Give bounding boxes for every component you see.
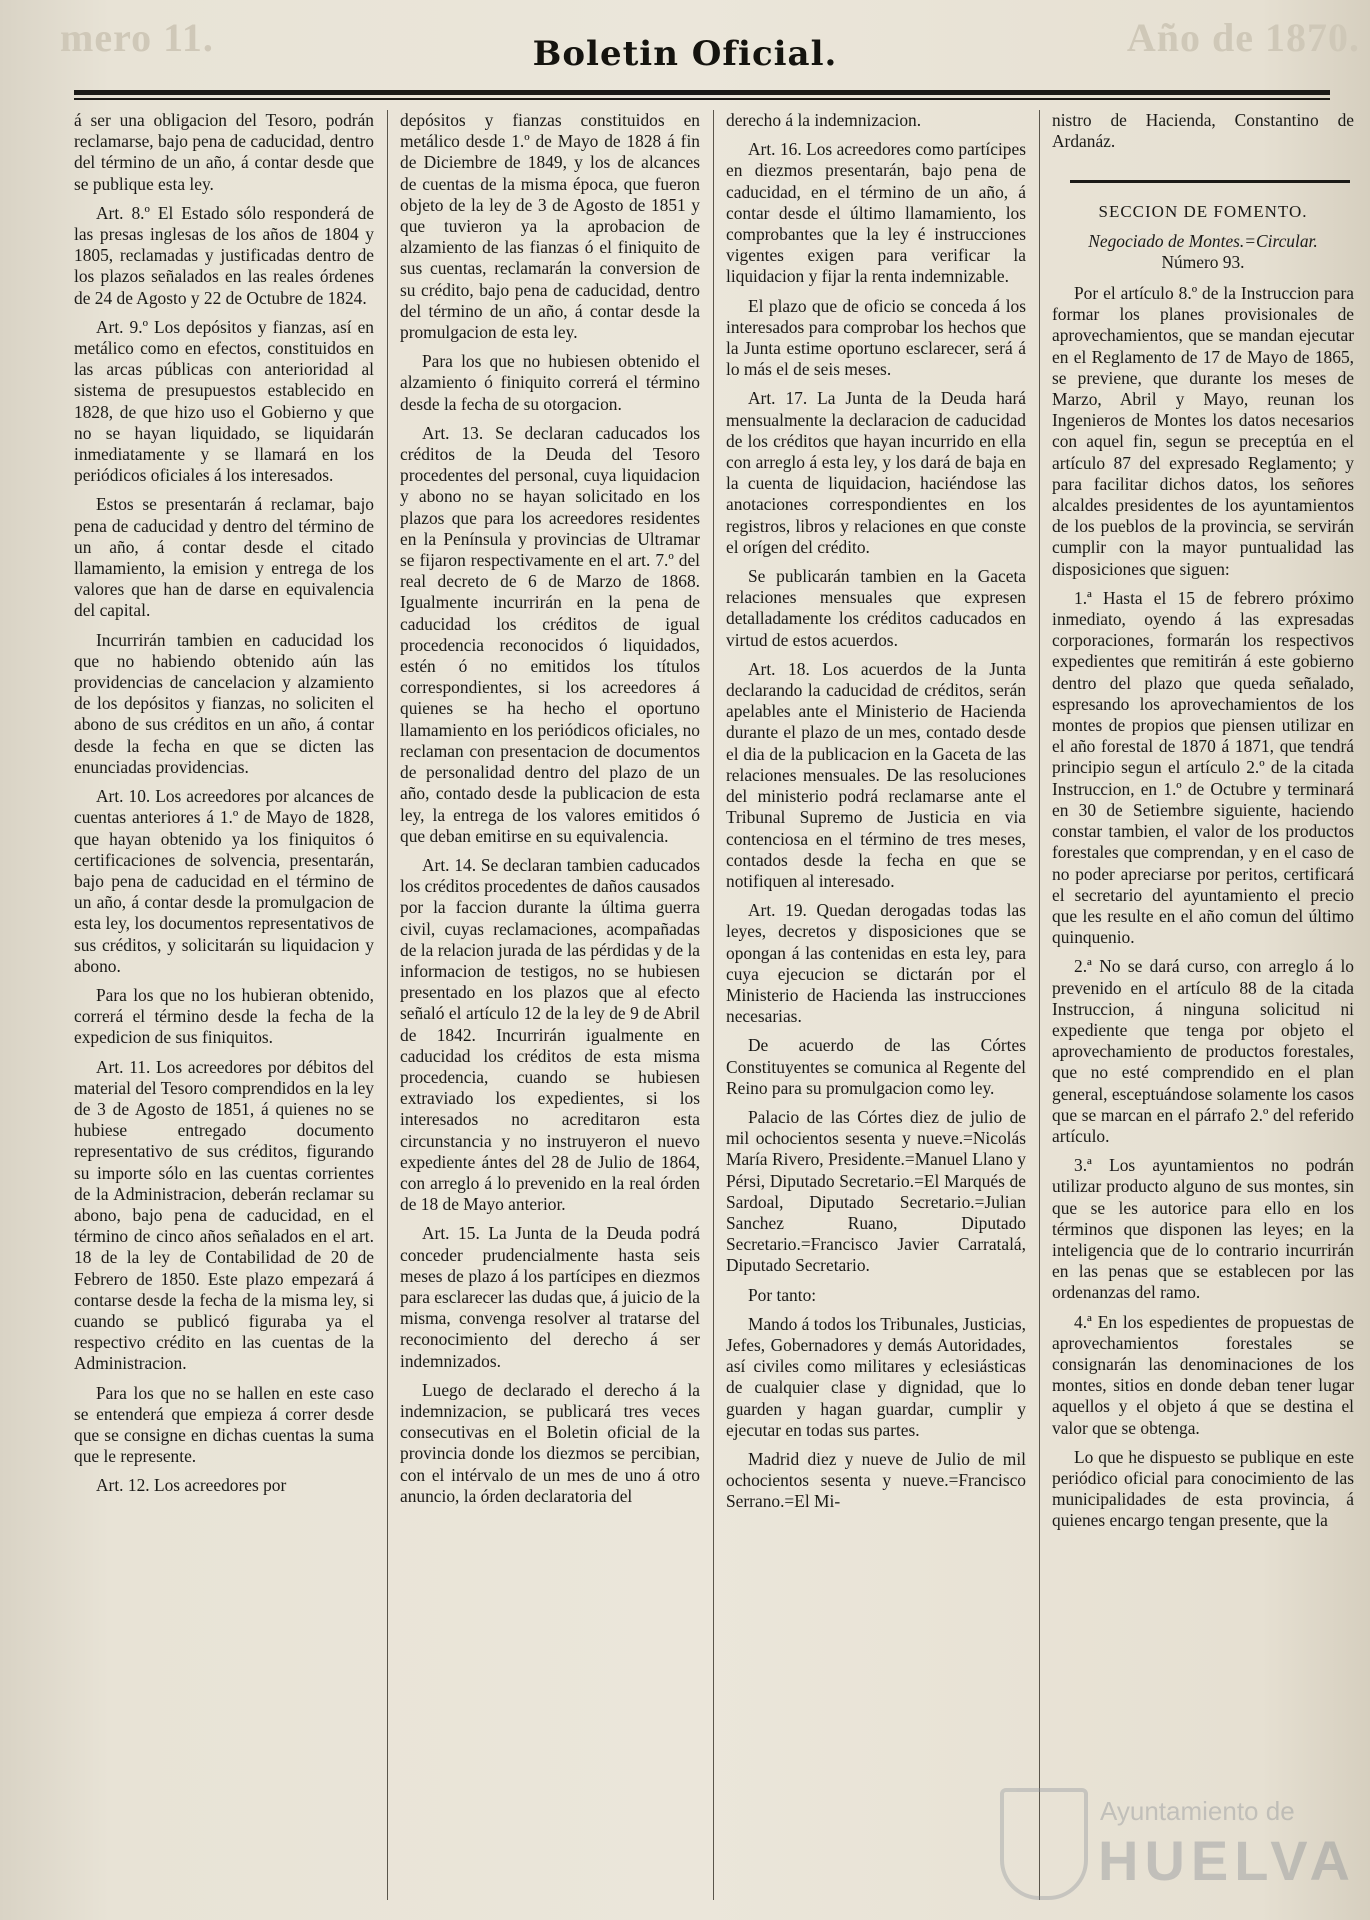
paragraph: 1.ª Hasta el 15 de febrero próximo inmediato, oyendo á las expresadas corporaciones, formarán los respectivos expedientes que remitirán á este gobierno dentro del plazo que queda señalado, espresando los aprovechamientos de los montes de propios que piensen utilizar en el año forestal de 1870 á 1871, que tendrá principio segun el artículo 2.º de la citada Instruccion, en 1.º de Octubre y terminará en 30 de Setiembre siguiente, haciendo constar tambien, el valor de los productos forestales que comprendan, y en el caso de no poder apreciarse por peritos, certificará el secretario del ayuntamiento el precio que les resulte en el año comun del último quinquenio. (1052, 587, 1354, 948)
paragraph: Art. 14. Se declaran tambien caducados los créditos procedentes de daños causados por la faccion durante la última guerra civil, cuyas reclamaciones, acompañadas de la relacion jurada de las pérdidas y de la informacion de testigos, no se hubiesen presentado en los plazos que al efecto señaló el artículo 12 de la ley de 9 de Abril de 1842. Incurrirán igualmente en caducidad los créditos de esta misma procedencia, cuando se hubiesen extraviado los expedientes, si los interesados no acreditaron esta circunstancia y no instruyeron el nuevo expediente ántes del 28 de Julio de 1864, con arreglo á lo prevenido en la real órden de 18 de Mayo anterior. (400, 854, 700, 1215)
column-3 (726, 110, 1026, 1900)
column-2 (400, 110, 700, 1900)
column-4 (1052, 110, 1354, 1900)
masthead-title: Boletin Oficial. (532, 34, 838, 74)
column-1 (74, 110, 374, 1900)
text-columns (74, 110, 1354, 1900)
paragraph: Art. 12. Los acreedores por (96, 1475, 287, 1496)
paragraph: Por tanto: (748, 1284, 817, 1305)
paragraph: derecho á la indemnizacion. (726, 110, 922, 130)
paragraph: Mando á todos los Tribunales, Justicias, Jefes, Gobernadores y demás Autoridades, así civiles como militares y eclesiásticas de cualquier clase y dignidad, que lo guarden y hagan guardar, cumplir y ejecutar en todas sus partes. (726, 1313, 1026, 1440)
paragraph: Para los que no hubiesen obtenido el alzamiento ó finiquito correrá el término desde la fecha de su otorgacion. (400, 351, 700, 414)
paragraph: Estos se presentarán á reclamar, bajo pena de caducidad y dentro del término de un año, á contar desde el citado llamamiento, la emision y entrega de los valores que han de darse en equivalencia del capital. (74, 494, 374, 621)
paragraph: 3.ª Los ayuntamientos no podrán utilizar producto alguno de sus montes, sin que se les autorice para ello en los términos que disponen las leyes; en la inteligencia que de lo contrario incurrirán en las penas que se establecen por las ordenanzas del ramo. (1052, 1155, 1354, 1303)
ghost-header-left: mero 11. (60, 15, 214, 60)
paragraph: Art. 8.º El Estado sólo responderá de las presas inglesas de los años de 1804 y 1805, reclamadas y justificadas dentro de los plazos señalados en las reales órdenes de 24 de Agosto y 22 de Octubre de 1824. (74, 202, 374, 308)
ghost-header-right: Año de 1870. (1126, 15, 1360, 60)
paragraph: Art. 19. Quedan derogadas todas las leyes, decretos y disposiciones que se opongan á las contenidas en esta ley, para cuya ejecucion se dictarán por el Ministerio de Hacienda las instrucciones necesarias. (726, 900, 1026, 1027)
section-rule (1070, 180, 1350, 183)
masthead-rule-thick (74, 90, 1330, 95)
masthead-rule-thin (74, 98, 1330, 100)
circular-number: Número 93. (1161, 251, 1245, 272)
paragraph: Art. 11. Los acreedores por débitos del material del Tesoro comprendidos en la ley de 3 de Agosto de 1851, á quienes no se hubiese entregado documento representativo de sus créditos, figurando su importe sólo en las cuentas corrientes de la Administracion, deberán reclamar su abono, bajo pena de caducidad, en el término de cinco años señalados en el art. 18 de la ley de Contabilidad de 20 de Febrero de 1850. Este plazo empezará á contarse desde la fecha de la misma ley, si cuando se publicó figuraba ya el respectivo crédito en las cuentas de la Administracion. (74, 1056, 374, 1374)
paragraph: 4.ª En los espedientes de propuestas de aprovechamientos forestales se consignarán las denominaciones de los montes, sitios en donde deban tener lugar aquellos y el objeto á que se destina el valor que se obtenga. (1052, 1311, 1354, 1438)
paragraph: depósitos y fianzas constituidos en metálico desde 1.º de Mayo de 1828 á fin de Diciembre de 1849, y los de alcances de cuentas de la misma época, que fueron objeto de la ley de 3 de Agosto de 1851 y que tuvieron ya la aprobacion de alzamiento de las fianzas ó el finiquito de sus cuentas, reclamarán la conversion de su crédito, bajo pena de caducidad, dentro del término de un año, á contar desde la promulgacion de esta ley. (400, 110, 700, 343)
paragraph: Luego de declarado el derecho á la indemnizacion, se publicará tres veces consecutivas en el Boletin oficial de la provincia donde los diezmos se percibian, con el intérvalo de un mes de uno á otro anuncio, la órden declaratoria del (400, 1379, 700, 1506)
paragraph: Art. 17. La Junta de la Deuda hará mensualmente la declaracion de caducidad de los créditos que hayan incurrido en ella con arreglo á esta ley, y los dará de baja en la cuenta de liquidacion, haciéndose las anotaciones correspondientes en los registros, libros y relaciones en que conste el orígen del crédito. (726, 388, 1026, 557)
paragraph: Madrid diez y nueve de Julio de mil ochocientos sesenta y nueve.=Francisco Serrano.=El Mi- (726, 1448, 1026, 1512)
paragraph: Palacio de las Córtes diez de julio de mil ochocientos sesenta y nueve.=Nicolás María Rivero, Presidente.=Manuel Llano y Pérsi, Diputado Secretario.=El Marqués de Sardoal, Diputado Secretario.=Julian Sanchez Ruano, Diputado Secretario.=Francisco Javier Carratalá, Diputado Secretario. (726, 1106, 1026, 1276)
paragraph: Art. 10. Los acreedores por alcances de cuentas anteriores á 1.º de Mayo de 1828, que hayan obtenido ya los finiquitos ó certificaciones de solvencia, presentarán, bajo pena de caducidad en el término de un año, á contar desde la promulgacion de esta ley, los documentos representativos de sus créditos, y solicitarán su liquidacion y abono. (74, 786, 374, 976)
paragraph: Por el artículo 8.º de la Instruccion para formar los planes provisionales de aprovechamientos, que se mandan ejecutar en el Reglamento de 17 de Mayo de 1865, se previene, que durante los meses de Marzo, Abril y Mayo, reunan los Ingenieros de Montes los datos necesarios con aquel fin, segun se preceptúa en el artículo 87 del expresado Reglamento; y para facilitar dichos datos, los señores alcaldes presidentes de los ayuntamientos de los pueblos de la provincia, se servirán cumplir con la mayor puntualidad las disposiciones que siguen: (1052, 283, 1354, 579)
shield-icon (1000, 1788, 1088, 1900)
paragraph: Se publicarán tambien en la Gaceta relaciones mensuales que expresen detalladamente los créditos caducados en virtud de estos acuerdos. (726, 566, 1026, 650)
paragraph: Art. 18. Los acuerdos de la Junta declarando la caducidad de créditos, serán apelables ante el Ministerio de Hacienda durante el plazo de un mes, contado desde el dia de la publicacion en la Gaceta de las relaciones mensuales. De las resoluciones del ministerio podrá reclamarse ante el Tribunal Supremo de Justicia en via contenciosa en el término de tres meses, contados desde la fecha en que se notifiquen al interesado. (726, 658, 1026, 891)
paragraph: El plazo que de oficio se conceda á los interesados para comprobar los hechos que la Junta estime oportuno esclarecer, será á lo más el de seis meses. (726, 295, 1026, 380)
paragraph: Incurrirán tambien en caducidad los que no habiendo obtenido aún las providencias de cancelacion y alzamiento de los depósitos y fianzas, no soliciten el abono de sus créditos en un año, á contar desde la fecha en que se dicten las enunciadas providencias. (74, 629, 374, 777)
paragraph: Lo que he dispuesto se publique en este periódico oficial para conocimiento de las municipalidades de esta provincia, á quienes encargo tengan presente, que la (1052, 1446, 1354, 1531)
paragraph: Art. 15. La Junta de la Deuda podrá conceder prudencialmente hasta seis meses de plazo á los partícipes en diezmos para esclarecer las dudas que, á juicio de la misma, convenga resolver al tratarse del reconocimiento del derecho á ser indemnizados. (400, 1223, 700, 1371)
paragraph: Para los que no los hubieran obtenido, correrá el término desde la fecha de la expedicion de sus finiquitos. (74, 984, 374, 1048)
paragraph: Art. 13. Se declaran caducados los créditos de la Deuda del Tesoro procedentes del personal, cuya liquidacion y abono no se hayan solicitado en los plazos que para los acreedores residentes en la Península y provincias de Ultramar se fijaron respectivamente en el art. 7.º del real decreto de 6 de Marzo de 1868. Igualmente incurrirán en la pena de caducidad los créditos de igual procedencia reconocidos ó liquidados, estén ó no emitidos los títulos correspondientes, si los acreedores á quienes se ha hecho el oportuno llamamiento en los periódicos oficiales, no reclaman con presentacion de documentos de personalidad dentro del plazo de un año, contado desde la publicacion de esta ley, la entrega de los valores emitidos ó que deban emitirse en su equivalencia. (400, 422, 700, 846)
paragraph: á ser una obligacion del Tesoro, podrán reclamarse, bajo pena de caducidad, dentro del término de un año, á contar desde que se publique esta ley. (74, 110, 374, 194)
paragraph: Para los que no se hallen en este caso se entenderá que empieza á correr desde que se consigne en dichas cuentas la suma que le represente. (74, 1382, 374, 1467)
paragraph: nistro de Hacienda, Constantino de Ardanáz. (1052, 110, 1354, 152)
watermark-line-1: Ayuntamiento de (1100, 1796, 1295, 1826)
paragraph: Art. 9.º Los depósitos y fianzas, así en metálico como en efectos, constituidos en las arcas públicas con anterioridad al sistema de presupuestos establecido en 1828, de que hizo uso el Gobierno y que no se hayan liquidado, se liquidarán inmediatamente y se llamará en los periódicos oficiales á los interesados. (74, 316, 374, 486)
paragraph: De acuerdo de las Córtes Constituyentes se comunica al Regente del Reino para su promulgacion como ley. (726, 1035, 1026, 1098)
paragraph: Art. 16. Los acreedores como partícipes en diezmos presentarán, bajo pena de caducidad, en el término de un año, á contar desde el último llamamiento, los comprobantes que la ley é instrucciones vigentes exigen para verificar la liquidacion y fijar la renta indemnizable. (726, 139, 1026, 287)
watermark-line-2: HUELVA (1098, 1829, 1356, 1892)
paragraph: 2.ª No se dará curso, con arreglo á lo prevenido en el artículo 88 de la citada Instruccion, á ninguna solicitud ni expediente que tenga por objeto el aprovechamiento de productos forestales, que no esté comprendido en el plan general, esceptuándose solamente los casos que se marcan en el párrafo 2.º del referido artículo. (1052, 956, 1354, 1146)
section-subtitle: Negociado de Montes.=Circular. (1088, 230, 1318, 251)
watermark (1000, 1788, 1356, 1898)
section-title: SECCION DE FOMENTO. (1098, 202, 1308, 222)
